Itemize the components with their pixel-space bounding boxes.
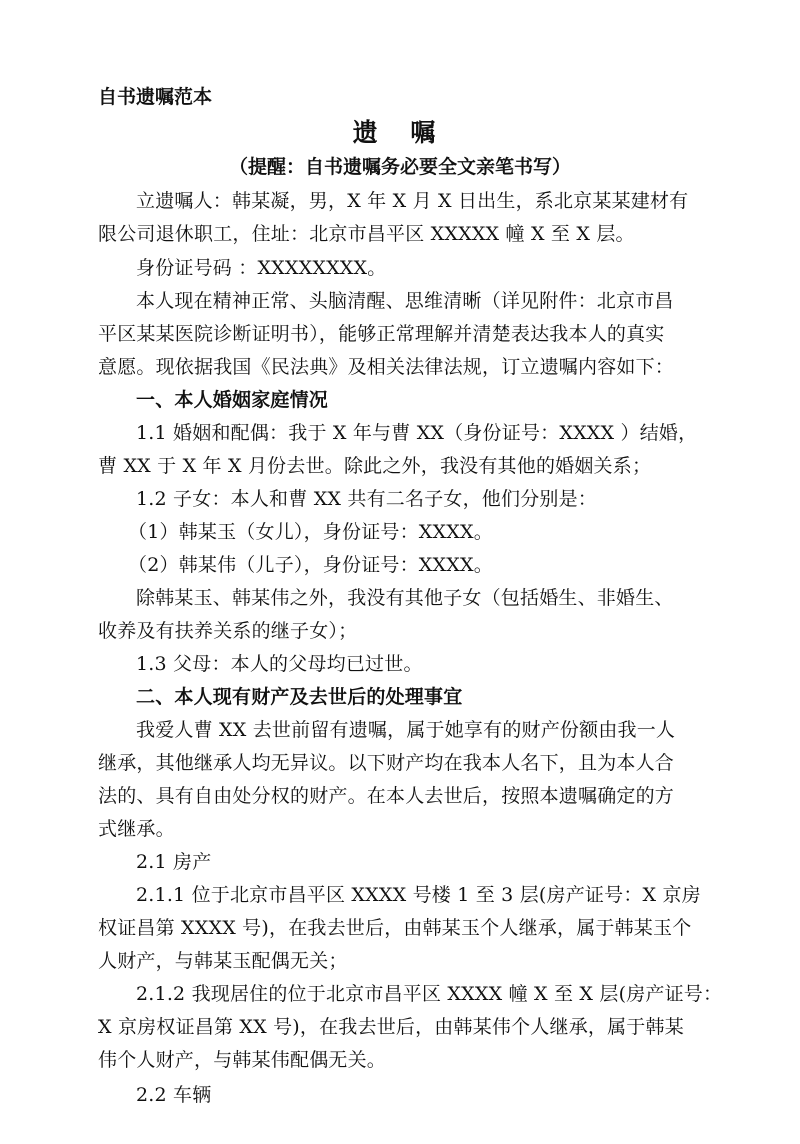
spouse-will-line-1: 我爱人曹 XX 去世前留有遗嘱，属于她享有的财产份额由我一人	[136, 719, 676, 741]
no-other-children-line-2: 收养及有扶养关系的继子女）；	[98, 620, 358, 642]
section-heading-property: 二、本人现有财产及去世后的处理事宜	[136, 686, 463, 708]
marriage-line-2: 曹 XX 于 X 年 X 月份去世。除此之外，我没有其他的婚姻关系；	[98, 455, 652, 477]
spouse-will-line-2: 继承，其他继承人均无异议。以下财产均在我本人名下，且为本人合	[98, 752, 675, 774]
mental-state-line-2: 平区某某医院诊断证明书），能够正常理解并清楚表达我本人的真实	[98, 323, 665, 345]
handwriting-reminder: （提醒：自书遗嘱务必要全文亲笔书写）	[228, 156, 571, 178]
property-2-line-2: X 京房权证昌第 XX 号)，在我去世后，由韩某伟个人继承，属于韩某	[98, 1016, 684, 1038]
subsection-real-estate: 2.1 房产	[136, 851, 212, 873]
child-1-line: （1）韩某玉（女儿），身份证号：XXXX。	[128, 521, 493, 543]
child-2-line: （2）韩某伟（儿子），身份证号：XXXX。	[128, 554, 493, 576]
section-heading-family: 一、本人婚姻家庭情况	[136, 389, 329, 411]
no-other-children-line-1: 除韩某玉、韩某伟之外，我没有其他子女（包括婚生、非婚生、	[136, 587, 674, 609]
testator-info-line-2: 限公司退休职工，住址：北京市昌平区 XXXXX 幢 X 至 X 层。	[98, 223, 635, 245]
property-1-line-2: 权证昌第 XXXX 号)，在我去世后，由韩某玉个人继承，属于韩某玉个	[98, 917, 692, 939]
document-title: 遗 嘱	[352, 118, 448, 147]
spouse-will-line-3: 法的、具有自由处分权的财产。在本人去世后，按照本遗嘱确定的方	[98, 785, 675, 807]
property-1-line-1: 2.1.1 位于北京市昌平区 XXXX 号楼 1 至 3 层(房产证号：X 京房	[136, 884, 701, 906]
id-number-line: 身份证号码 ：XXXXXXXX。	[136, 257, 387, 279]
testator-info-line-1: 立遗嘱人：韩某凝，男，X 年 X 月 X 日出生，系北京某某建材有	[136, 190, 689, 212]
mental-state-line-3: 意愿。现依据我国《民法典》及相关法律法规，订立遗嘱内容如下：	[98, 356, 675, 378]
children-intro-line: 1.2 子女：本人和曹 XX 共有二名子女，他们分别是：	[136, 488, 597, 510]
marriage-line-1: 1.1 婚姻和配偶：我于 X 年与曹 XX（身份证号：XXXX ）结婚，	[136, 422, 698, 444]
property-2-line-1: 2.1.2 我现居住的位于北京市昌平区 XXXX 幢 X 至 X 层(房产证号：	[136, 983, 723, 1005]
property-2-line-3: 伟个人财产，与韩某伟配偶无关。	[98, 1049, 387, 1071]
mental-state-line-1: 本人现在精神正常、头脑清醒、思维清晰（详见附件：北京市昌	[136, 290, 674, 312]
subsection-vehicles: 2.2 车辆	[136, 1084, 212, 1106]
parents-line: 1.3 父母：本人的父母均已过世。	[136, 653, 423, 675]
property-1-line-3: 人财产，与韩某玉配偶无关；	[98, 950, 348, 972]
document-header-label: 自书遗嘱范本	[98, 86, 213, 108]
spouse-will-line-4: 式继承。	[98, 818, 175, 840]
